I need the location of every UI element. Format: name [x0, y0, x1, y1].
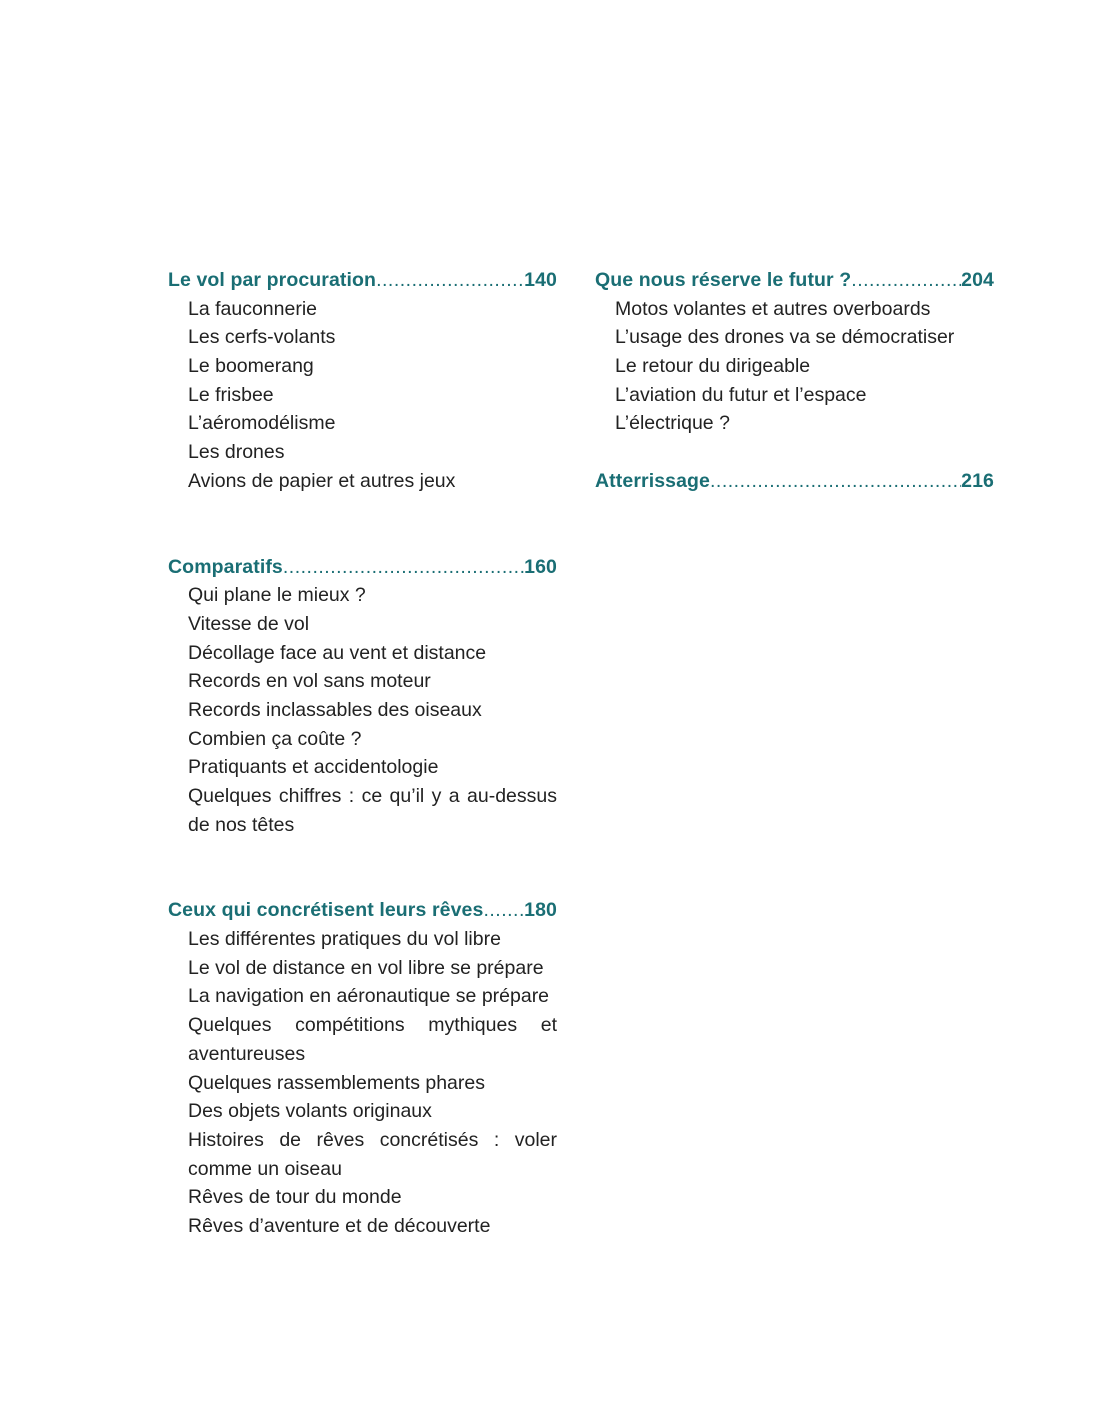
toc-item[interactable]: Combien ça coûte ? [188, 727, 362, 750]
toc-item[interactable]: Rêves d’aventure et de découverte [188, 1215, 491, 1238]
dot-leader [376, 266, 524, 295]
section-spacer [168, 839, 557, 896]
toc-item[interactable]: Quelques chiffres : ce qu’il y a au-dessus de nos têtes [188, 785, 557, 836]
toc-item[interactable]: Les drones [188, 441, 285, 464]
toc-item[interactable]: Le boomerang [188, 355, 314, 377]
toc-section-comparatifs [168, 553, 557, 840]
toc-heading-title: Comparatifs [168, 555, 283, 578]
toc-section-atterrissage [595, 467, 994, 496]
toc-page-number: 180 [524, 899, 557, 922]
toc-item[interactable]: La fauconnerie [188, 297, 318, 320]
toc-page-number: 216 [961, 469, 994, 492]
toc-page-number: 160 [524, 555, 557, 578]
toc-item[interactable]: Records inclassables des oiseaux [188, 698, 482, 721]
toc-item[interactable]: Histoires de rêves concrétisés : voler comme un oiseau [188, 1128, 557, 1180]
toc-item[interactable]: Records en vol sans moteur [188, 670, 431, 693]
toc-item[interactable]: L’aéromodélisme [188, 412, 336, 435]
toc-heading-title: Ceux qui concrétisent leurs rêves [168, 899, 484, 922]
section-spacer [595, 438, 994, 467]
toc-item[interactable]: Les différentes pratiques du vol libre [188, 928, 501, 951]
toc-item[interactable]: Le frisbee [188, 383, 274, 406]
toc-item[interactable]: Le retour du dirigeable [615, 355, 811, 377]
toc-section-ceux-qui-concretisent [168, 896, 557, 1240]
toc-item[interactable]: Quelques compétitions mythiques et aventureuses [188, 1014, 557, 1065]
toc-item[interactable]: Motos volantes et autres overboards [615, 297, 931, 320]
toc-section-vol-par-procuration [168, 266, 557, 496]
toc-heading[interactable] [168, 896, 557, 925]
toc-heading[interactable] [168, 553, 557, 582]
toc-item[interactable]: L’usage des drones va se démocratiser [615, 326, 955, 349]
toc-item-list [595, 295, 994, 439]
toc-right-column [595, 266, 994, 495]
toc-page-number: 140 [524, 269, 557, 291]
toc-item-list [168, 581, 557, 839]
toc-item[interactable]: Des objets volants originaux [188, 1100, 432, 1123]
dot-leader [283, 553, 524, 582]
toc-item[interactable]: Pratiquants et accidentologie [188, 756, 439, 779]
toc-item[interactable]: Les cerfs-volants [188, 326, 336, 349]
section-spacer [168, 496, 557, 553]
toc-page-number: 204 [961, 269, 994, 291]
toc-item[interactable]: Qui plane le mieux ? [188, 584, 366, 607]
toc-heading[interactable] [168, 266, 557, 295]
toc-item[interactable]: Avions de papier et autres jeux [188, 469, 456, 492]
toc-left-column [168, 266, 557, 1241]
dot-leader [710, 467, 961, 496]
toc-item-list [168, 295, 557, 496]
toc-heading-title: Atterrissage [595, 469, 711, 492]
toc-item[interactable]: La navigation en aéronautique se prépare [188, 985, 550, 1008]
toc-section-futur [595, 266, 994, 438]
toc-heading-title: Que nous réserve le futur ? [595, 269, 852, 291]
toc-heading-title: Le vol par procuration [168, 269, 377, 291]
dot-leader [851, 266, 961, 295]
toc-heading[interactable] [595, 467, 994, 496]
dot-leader [483, 896, 524, 925]
toc-item[interactable]: Quelques rassemblements phares [188, 1071, 485, 1094]
toc-item[interactable]: L’aviation du futur et l’espace [615, 383, 867, 406]
toc-item[interactable]: Décollage face au vent et distance [188, 641, 487, 664]
toc-item[interactable]: Rêves de tour du monde [188, 1186, 402, 1209]
toc-heading[interactable] [595, 266, 994, 295]
toc-item[interactable]: L’électrique ? [615, 412, 730, 435]
toc-item[interactable]: Le vol de distance en vol libre se prépare [188, 956, 544, 979]
toc-item-list [168, 925, 557, 1241]
toc-item[interactable]: Vitesse de vol [188, 612, 310, 635]
